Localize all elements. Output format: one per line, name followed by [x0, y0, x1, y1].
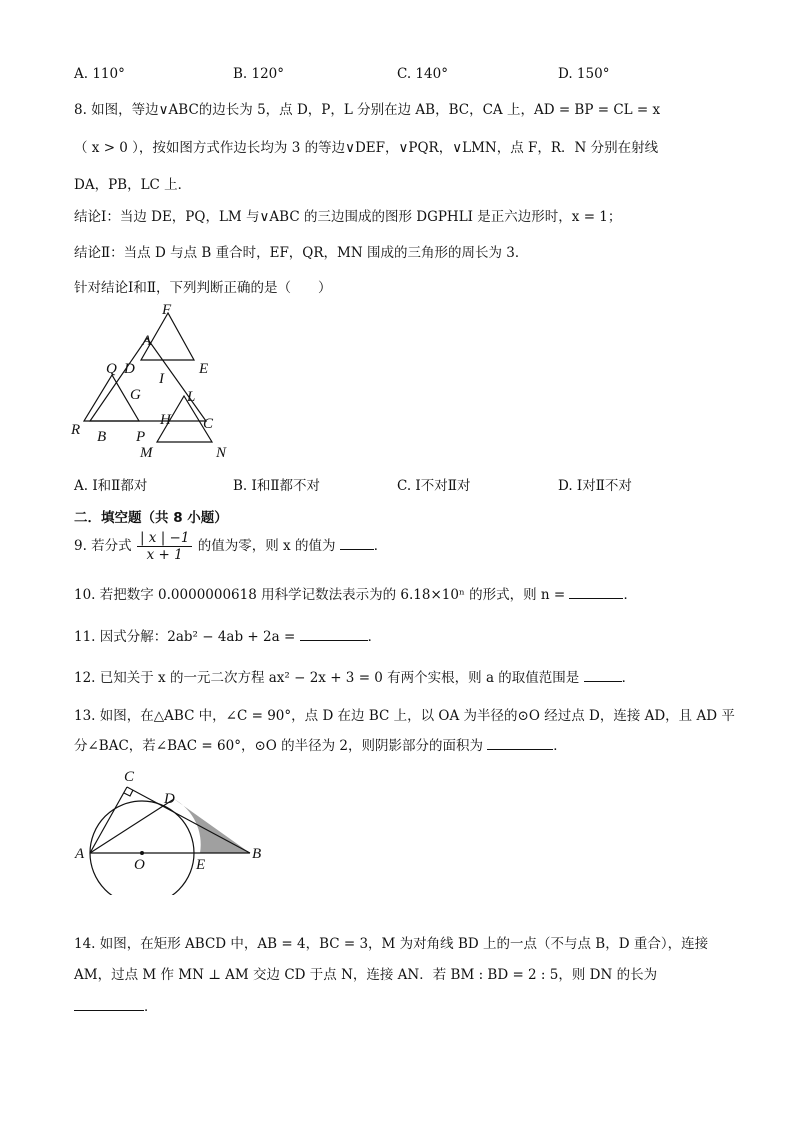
q8-option-c: C. Ⅰ不对Ⅱ对 — [397, 478, 471, 494]
q7-option-a: A. 110° — [74, 66, 125, 82]
label-B: B — [97, 429, 107, 445]
q8-option-b: B. Ⅰ和Ⅱ都不对 — [233, 478, 321, 494]
q11-period: ． — [367, 629, 382, 645]
label-E: E — [196, 857, 206, 873]
q9-period: ． — [373, 538, 388, 554]
q11-answer-blank[interactable] — [300, 626, 368, 641]
q8-option-d: D. Ⅰ对Ⅱ不对 — [558, 478, 632, 494]
q10 — [74, 583, 637, 603]
label-C: C — [203, 416, 214, 432]
q8-conclusion2: 结论Ⅱ：当点 D 与点 B 重合时，EF，QR，MN 围成的三角形的周长为 3． — [74, 245, 529, 261]
q9-prefix: 9. 若分式 — [74, 538, 132, 554]
q7-option-c: C. 140° — [397, 66, 448, 82]
label-P: P — [136, 429, 146, 445]
q10-period: ． — [623, 587, 637, 603]
q14-period: ． — [144, 999, 158, 1015]
segment-cb — [127, 787, 250, 853]
label-H: H — [160, 412, 171, 428]
label-I: I — [159, 371, 164, 387]
q13-circle-figure — [72, 765, 272, 895]
q9-numerator: | x | −1 — [137, 530, 193, 547]
segment-ac — [90, 787, 127, 853]
q8-line3: DA，PB，LC 上． — [74, 177, 192, 193]
label-D: D — [124, 361, 135, 377]
label-F: F — [162, 302, 172, 318]
label-B: B — [252, 846, 262, 862]
q8-conclusion1: 结论Ⅰ：当边 DE，PQ，LM 与∨ABC 的三边围成的图形 DGPHLI 是正六边形时，x = 1； — [74, 209, 622, 225]
label-N: N — [216, 445, 227, 461]
q7-option-d: D. 150° — [558, 66, 610, 82]
center-dot — [140, 851, 144, 855]
q12-answer-blank[interactable] — [584, 667, 622, 682]
q9-denominator: x + 1 — [146, 547, 183, 563]
label-E: E — [199, 361, 209, 377]
q8-option-a: A. Ⅰ和Ⅱ都对 — [74, 478, 148, 494]
q8-prompt: 针对结论Ⅰ和Ⅱ，下列判断正确的是（ ） — [74, 280, 332, 296]
q13-answer-blank[interactable] — [487, 735, 553, 750]
q7-option-b: B. 120° — [233, 66, 285, 82]
q12-period: ． — [621, 670, 636, 686]
q12-text: 12. 已知关于 x 的一元二次方程 ax² − 2x + 3 = 0 有两个实根，则 a 的取值范围是 — [74, 670, 580, 686]
q13-period: ． — [553, 738, 567, 754]
segment-ad — [90, 799, 174, 853]
q13-line1: 13. 如图，在△ABC 中，∠C = 90°，点 D 在边 BC 上，以 OA 为半径的⊙O 经过点 D，连接 AD，且 AD 平 — [74, 708, 735, 724]
q10-answer-blank[interactable] — [569, 584, 623, 599]
label-R: R — [71, 422, 81, 438]
q11 — [74, 625, 381, 645]
q10-text: 10. 若把数字 0.0000000618 用科学记数法表示为的 6.18×10ⁿ 的形式，则 n = — [74, 587, 566, 603]
q9-suffix: 的值为零，则 x 的值为 — [197, 538, 336, 554]
q9-fraction — [137, 530, 193, 563]
q14-line1: 14. 如图，在矩形 ABCD 中，AB = 4，BC = 3，M 为对角线 BD 上的一点（不与点 B，D 重合），连接 — [74, 936, 709, 952]
shaded-region — [174, 799, 250, 853]
label-D: D — [164, 791, 175, 807]
q14-line2: AM，过点 M 作 MN ⊥ AM 交边 CD 于点 N，连接 AN．若 BM : BD = 2 : 5，则 DN 的长为 — [74, 967, 658, 983]
q14-answer-blank[interactable] — [74, 996, 144, 1011]
q14-answer-line — [74, 995, 158, 1015]
label-O: O — [134, 857, 145, 873]
label-Q: Q — [106, 361, 117, 377]
q12 — [74, 666, 635, 686]
q8-triangle-figure — [66, 300, 246, 465]
q9-answer-blank[interactable] — [340, 535, 374, 550]
label-C: C — [124, 769, 135, 785]
section-fill-in-title: 二．填空题（共 8 小题） — [74, 510, 228, 526]
q9 — [74, 530, 387, 563]
label-A: A — [142, 333, 152, 349]
q8-line1: 8. 如图，等边∨ABC的边长为 5，点 D，P，L 分别在边 AB，BC，CA 上，AD = BP = CL = x — [74, 102, 661, 118]
q8-line2: （ x > 0 ），按如图方式作边长均为 3 的等边∨DEF，∨PQR，∨LMN，点 F，R．N 分别在射线 — [74, 140, 659, 156]
label-A: A — [75, 846, 85, 862]
label-G: G — [130, 387, 141, 403]
label-M: M — [140, 445, 153, 461]
q11-text: 11. 因式分解：2ab² − 4ab + 2a = — [74, 629, 296, 645]
q13-line2: 分∠BAC，若∠BAC = 60°，⊙O 的半径为 2，则阴影部分的面积为 — [74, 738, 483, 754]
q13-line2-wrap — [74, 734, 567, 754]
label-L: L — [187, 389, 196, 405]
